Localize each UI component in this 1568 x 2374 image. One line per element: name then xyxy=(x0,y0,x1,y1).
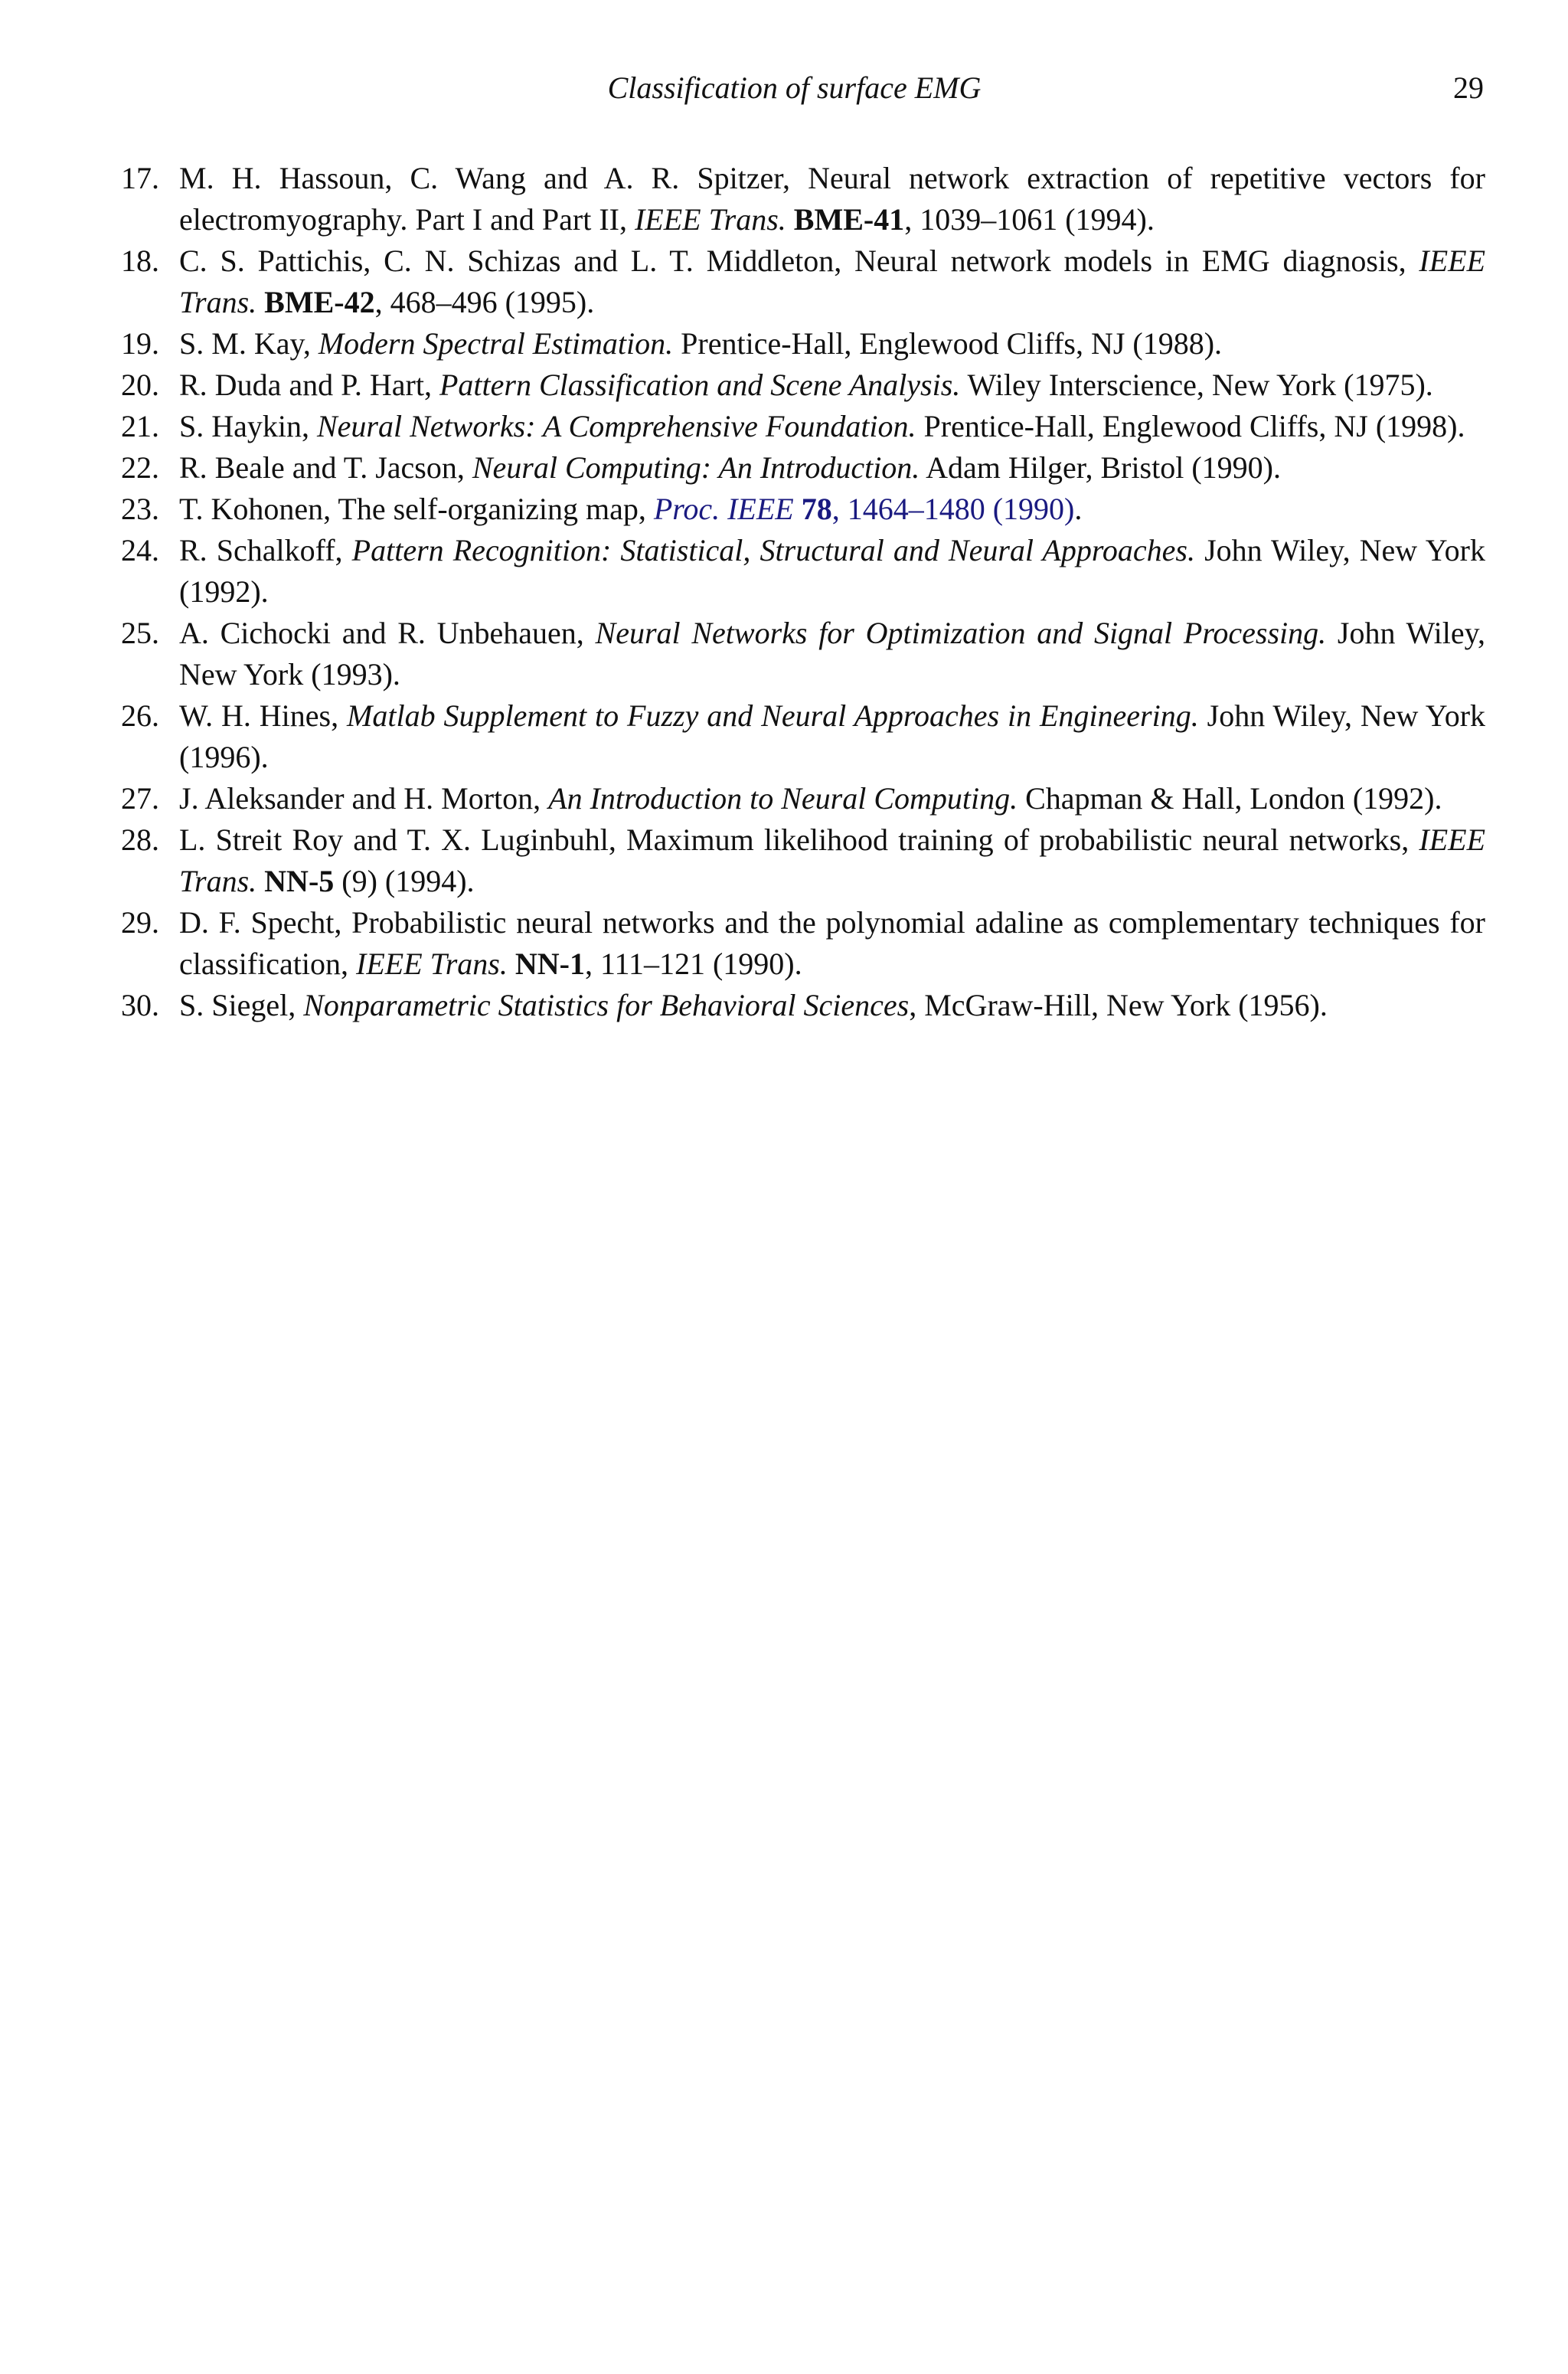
reference-text-run: , 1039–1061 (1994). xyxy=(904,202,1155,237)
reference-text xyxy=(179,905,1485,981)
reference-title: IEEE Trans. xyxy=(356,947,508,981)
reference-text-run: , McGraw-Hill, New York (1956). xyxy=(909,988,1328,1022)
reference-text-run: John Wiley, New York (1993). xyxy=(179,616,1485,692)
reference-text-run: R. Duda and P. Hart, xyxy=(179,368,439,402)
reference-item xyxy=(121,902,1485,985)
reference-text xyxy=(179,988,1328,1022)
reference-text-run: , 468–496 (1995). xyxy=(374,285,595,319)
reference-item xyxy=(121,406,1485,447)
reference-text-run: D. F. Specht, Probabilistic neural networks and the polynomial adaline as complementary techniques for classification, xyxy=(179,905,1485,981)
reference-text-run: John Wiley, New York (1992). xyxy=(179,533,1485,609)
reference-title: Neural Computing: An Introduction. xyxy=(472,450,920,485)
reference-text xyxy=(179,244,1485,319)
reference-text-run: John Wiley, New York (1996). xyxy=(179,698,1486,774)
running-title: Classification of surface EMG xyxy=(607,70,982,105)
reference-text xyxy=(179,409,1465,443)
reference-text xyxy=(179,698,1485,774)
reference-text-run: A. Cichocki and R. Unbehauen, xyxy=(179,616,596,650)
reference-text-run: T. Kohonen, The self-organizing map, xyxy=(179,492,654,526)
reference-number: 23. xyxy=(121,492,159,526)
reference-number: 20. xyxy=(121,368,159,402)
reference-text-run: S. Haykin, xyxy=(179,409,317,443)
reference-text xyxy=(179,326,1222,361)
reference-title: Nonparametric Statistics for Behavioral Sciences xyxy=(303,988,910,1022)
reference-text-run: (9) (1994). xyxy=(334,864,475,898)
reference-text xyxy=(179,368,1433,402)
reference-text-run: Adam Hilger, Bristol (1990). xyxy=(920,450,1281,485)
reference-text xyxy=(179,781,1442,816)
reference-text-run: C. S. Pattichis, C. N. Schizas and L. T. Middleton, Neural network models in EMG diagnosis, xyxy=(179,244,1419,278)
reference-text-run: J. Aleksander and H. Morton, xyxy=(179,781,549,816)
reference-title: Neural Networks for Optimization and Signal Processing. xyxy=(595,616,1327,650)
reference-number: 27. xyxy=(121,781,159,816)
reference-link[interactable] xyxy=(794,492,802,526)
reference-item xyxy=(121,489,1485,530)
reference-item xyxy=(121,778,1485,819)
reference-item xyxy=(121,323,1485,365)
reference-number: 25. xyxy=(121,616,159,650)
page-number: 29 xyxy=(1453,70,1484,105)
reference-item xyxy=(121,530,1485,613)
reference-number: 30. xyxy=(121,988,159,1022)
reference-text-run: R. Beale and T. Jacson, xyxy=(179,450,472,485)
reference-title: An Introduction to Neural Computing. xyxy=(548,781,1018,816)
reference-volume: BME-41 xyxy=(793,202,905,237)
reference-text xyxy=(179,492,1082,526)
reference-link[interactable]: , 1464–1480 (1990) xyxy=(831,492,1075,526)
reference-volume: NN-1 xyxy=(514,947,585,981)
reference-item xyxy=(121,985,1485,1026)
reference-text xyxy=(179,450,1281,485)
reference-text xyxy=(179,822,1485,898)
reference-text-run: , 111–121 (1990). xyxy=(584,947,802,981)
reference-item xyxy=(121,819,1485,902)
reference-title: Neural Networks: A Comprehensive Foundation. xyxy=(317,409,916,443)
reference-text-run xyxy=(256,285,264,319)
running-header xyxy=(0,69,1568,107)
reference-number: 24. xyxy=(121,533,159,567)
reference-text-run: W. H. Hines, xyxy=(179,698,348,733)
reference-volume: BME-42 xyxy=(264,285,375,319)
reference-link[interactable]: 78 xyxy=(801,492,832,526)
reference-text-run: Prentice-Hall, Englewood Cliffs, NJ (1988). xyxy=(673,326,1223,361)
reference-title: Modern Spectral Estimation. xyxy=(318,326,674,361)
reference-text-run: Prentice-Hall, Englewood Cliffs, NJ (1998). xyxy=(916,409,1465,443)
reference-text-run: . xyxy=(1074,492,1083,526)
reference-item xyxy=(121,365,1485,406)
reference-number: 22. xyxy=(121,450,159,485)
reference-link[interactable]: Proc. IEEE xyxy=(653,492,794,526)
reference-text-run: L. Streit Roy and T. X. Luginbuhl, Maximum likelihood training of probabilistic neural networks, xyxy=(179,822,1419,857)
reference-text-run: R. Schalkoff, xyxy=(179,533,352,567)
reference-number: 21. xyxy=(121,409,159,443)
reference-text-run: S. M. Kay, xyxy=(179,326,318,361)
reference-item xyxy=(121,613,1485,695)
reference-text-run: Chapman & Hall, London (1992). xyxy=(1018,781,1442,816)
reference-number: 17. xyxy=(121,161,159,195)
reference-number: 29. xyxy=(121,905,159,940)
reference-number: 18. xyxy=(121,244,159,278)
reference-title: IEEE Trans. xyxy=(634,202,786,237)
reference-text-run: Wiley Interscience, New York (1975). xyxy=(960,368,1433,402)
reference-text-run: S. Siegel, xyxy=(179,988,304,1022)
reference-item xyxy=(121,158,1485,240)
reference-text-run xyxy=(508,947,515,981)
reference-list xyxy=(121,158,1485,1026)
reference-text-run xyxy=(786,202,794,237)
reference-item xyxy=(121,240,1485,323)
reference-text xyxy=(179,533,1485,609)
reference-title: Pattern Recognition: Statistical, Structural and Neural Approaches. xyxy=(351,533,1195,567)
reference-title: Matlab Supplement to Fuzzy and Neural Approaches in Engineering. xyxy=(347,698,1199,733)
reference-text xyxy=(179,161,1485,237)
reference-title: IEEE Trans. xyxy=(179,244,1485,319)
reference-text-run: M. H. Hassoun, C. Wang and A. R. Spitzer, Neural network extraction of repetitive vectors for electromyography. Part I and Part II, xyxy=(179,161,1485,237)
reference-text xyxy=(179,616,1485,692)
reference-number: 19. xyxy=(121,326,159,361)
reference-title: IEEE Trans. xyxy=(179,822,1485,898)
reference-volume: NN-5 xyxy=(264,864,335,898)
reference-item xyxy=(121,447,1485,489)
reference-title: Pattern Classification and Scene Analysis. xyxy=(439,368,961,402)
reference-number: 26. xyxy=(121,698,159,733)
reference-item xyxy=(121,695,1485,778)
reference-text-run xyxy=(256,864,264,898)
reference-number: 28. xyxy=(121,822,159,857)
